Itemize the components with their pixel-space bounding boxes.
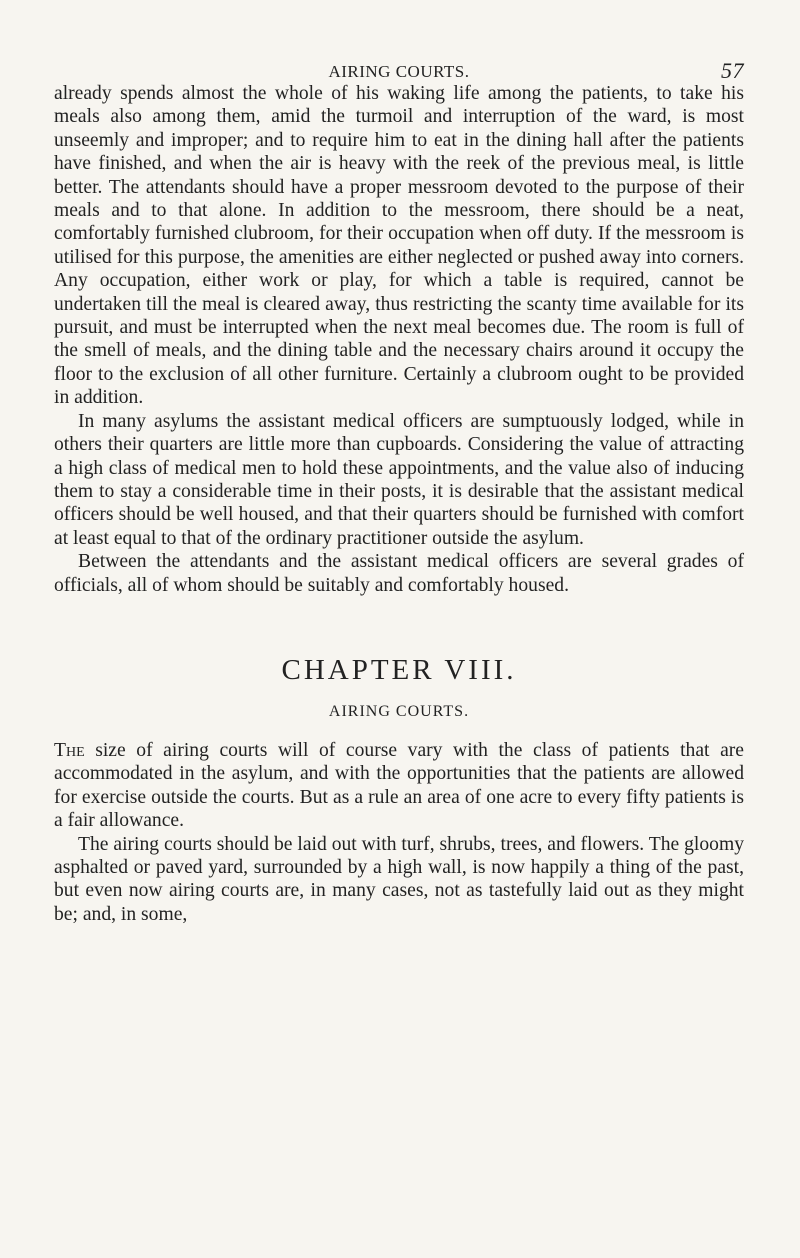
page-number: 57 <box>721 58 744 83</box>
body-text <box>54 82 744 926</box>
paragraph-officials: Between the attendants and the assistant medical officers are several grades of officials, all of whom should be suitably and comfortably housed. <box>54 551 744 596</box>
running-head <box>54 52 744 82</box>
paragraph-lead-word: The <box>54 739 85 761</box>
book-page <box>54 52 744 926</box>
paragraph-messroom: already spends almost the whole of his waking life among the patients, to take his meals also among them, amid the turmoil and interruption of the ward, is most unseemly and improper; and to require him to eat in the dining hall after the patients have finished, and when the air is heavy with the reek of the previous meal, is little better. The attendants should have a proper messroom devoted to the purpose of their meals and to that alone. In addition to the messroom, there should be a neat, comfortably furnished clubroom, for their occupation when off duty. If the messroom is utilised for this purpose, the amenities are either neglected or pushed away into corners. Any occupation, either work or play, for which a table is required, cannot be undertaken till the meal is cleared away, thus restricting the scanty time available for its pursuit, and must be interrupted when the next meal becomes due. The room is full of the smell of meals, and the dining table and the necessary chairs around it occupy the floor to the exclusion of all other furniture. Certainly a clubroom ought to be provided in addition. <box>54 83 744 409</box>
paragraph-size-of-courts <box>54 739 744 833</box>
chapter-subtitle: AIRING COURTS. <box>328 702 470 720</box>
paragraph-layout-of-courts: The airing courts should be laid out with turf, shrubs, trees, and flowers. The gloomy asphalted or paved yard, surrounded by a high wall, is now happily a thing of the past, but even now airing courts are, in many cases, not as tastefully laid out as they might be; and, in some, <box>54 833 744 925</box>
paragraph-size-text: size of airing courts will of course vary with the class of patients that are accommodated in the asylum, and with the opportunities that the patients are allowed for exercise outside the courts. But as a rule an area of one acre to every fifty patients is a fair allowance. <box>54 739 744 832</box>
running-title: AIRING COURTS. <box>328 62 470 81</box>
paragraph-medical-officers: In many asylums the assistant medical officers are sumptuously lodged, while in others their quarters are little more than cupboards. Considering the value of attracting a high class of medical men to hold these appointments, and the value also of inducing them to stay a considerable time in their posts, it is desirable that the assistant medical officers should be well housed, and that their quarters should be furnished with comfort at least equal to that of the ordinary practitioner outside the asylum. <box>54 410 744 549</box>
chapter-heading: CHAPTER VIII. <box>281 653 517 686</box>
